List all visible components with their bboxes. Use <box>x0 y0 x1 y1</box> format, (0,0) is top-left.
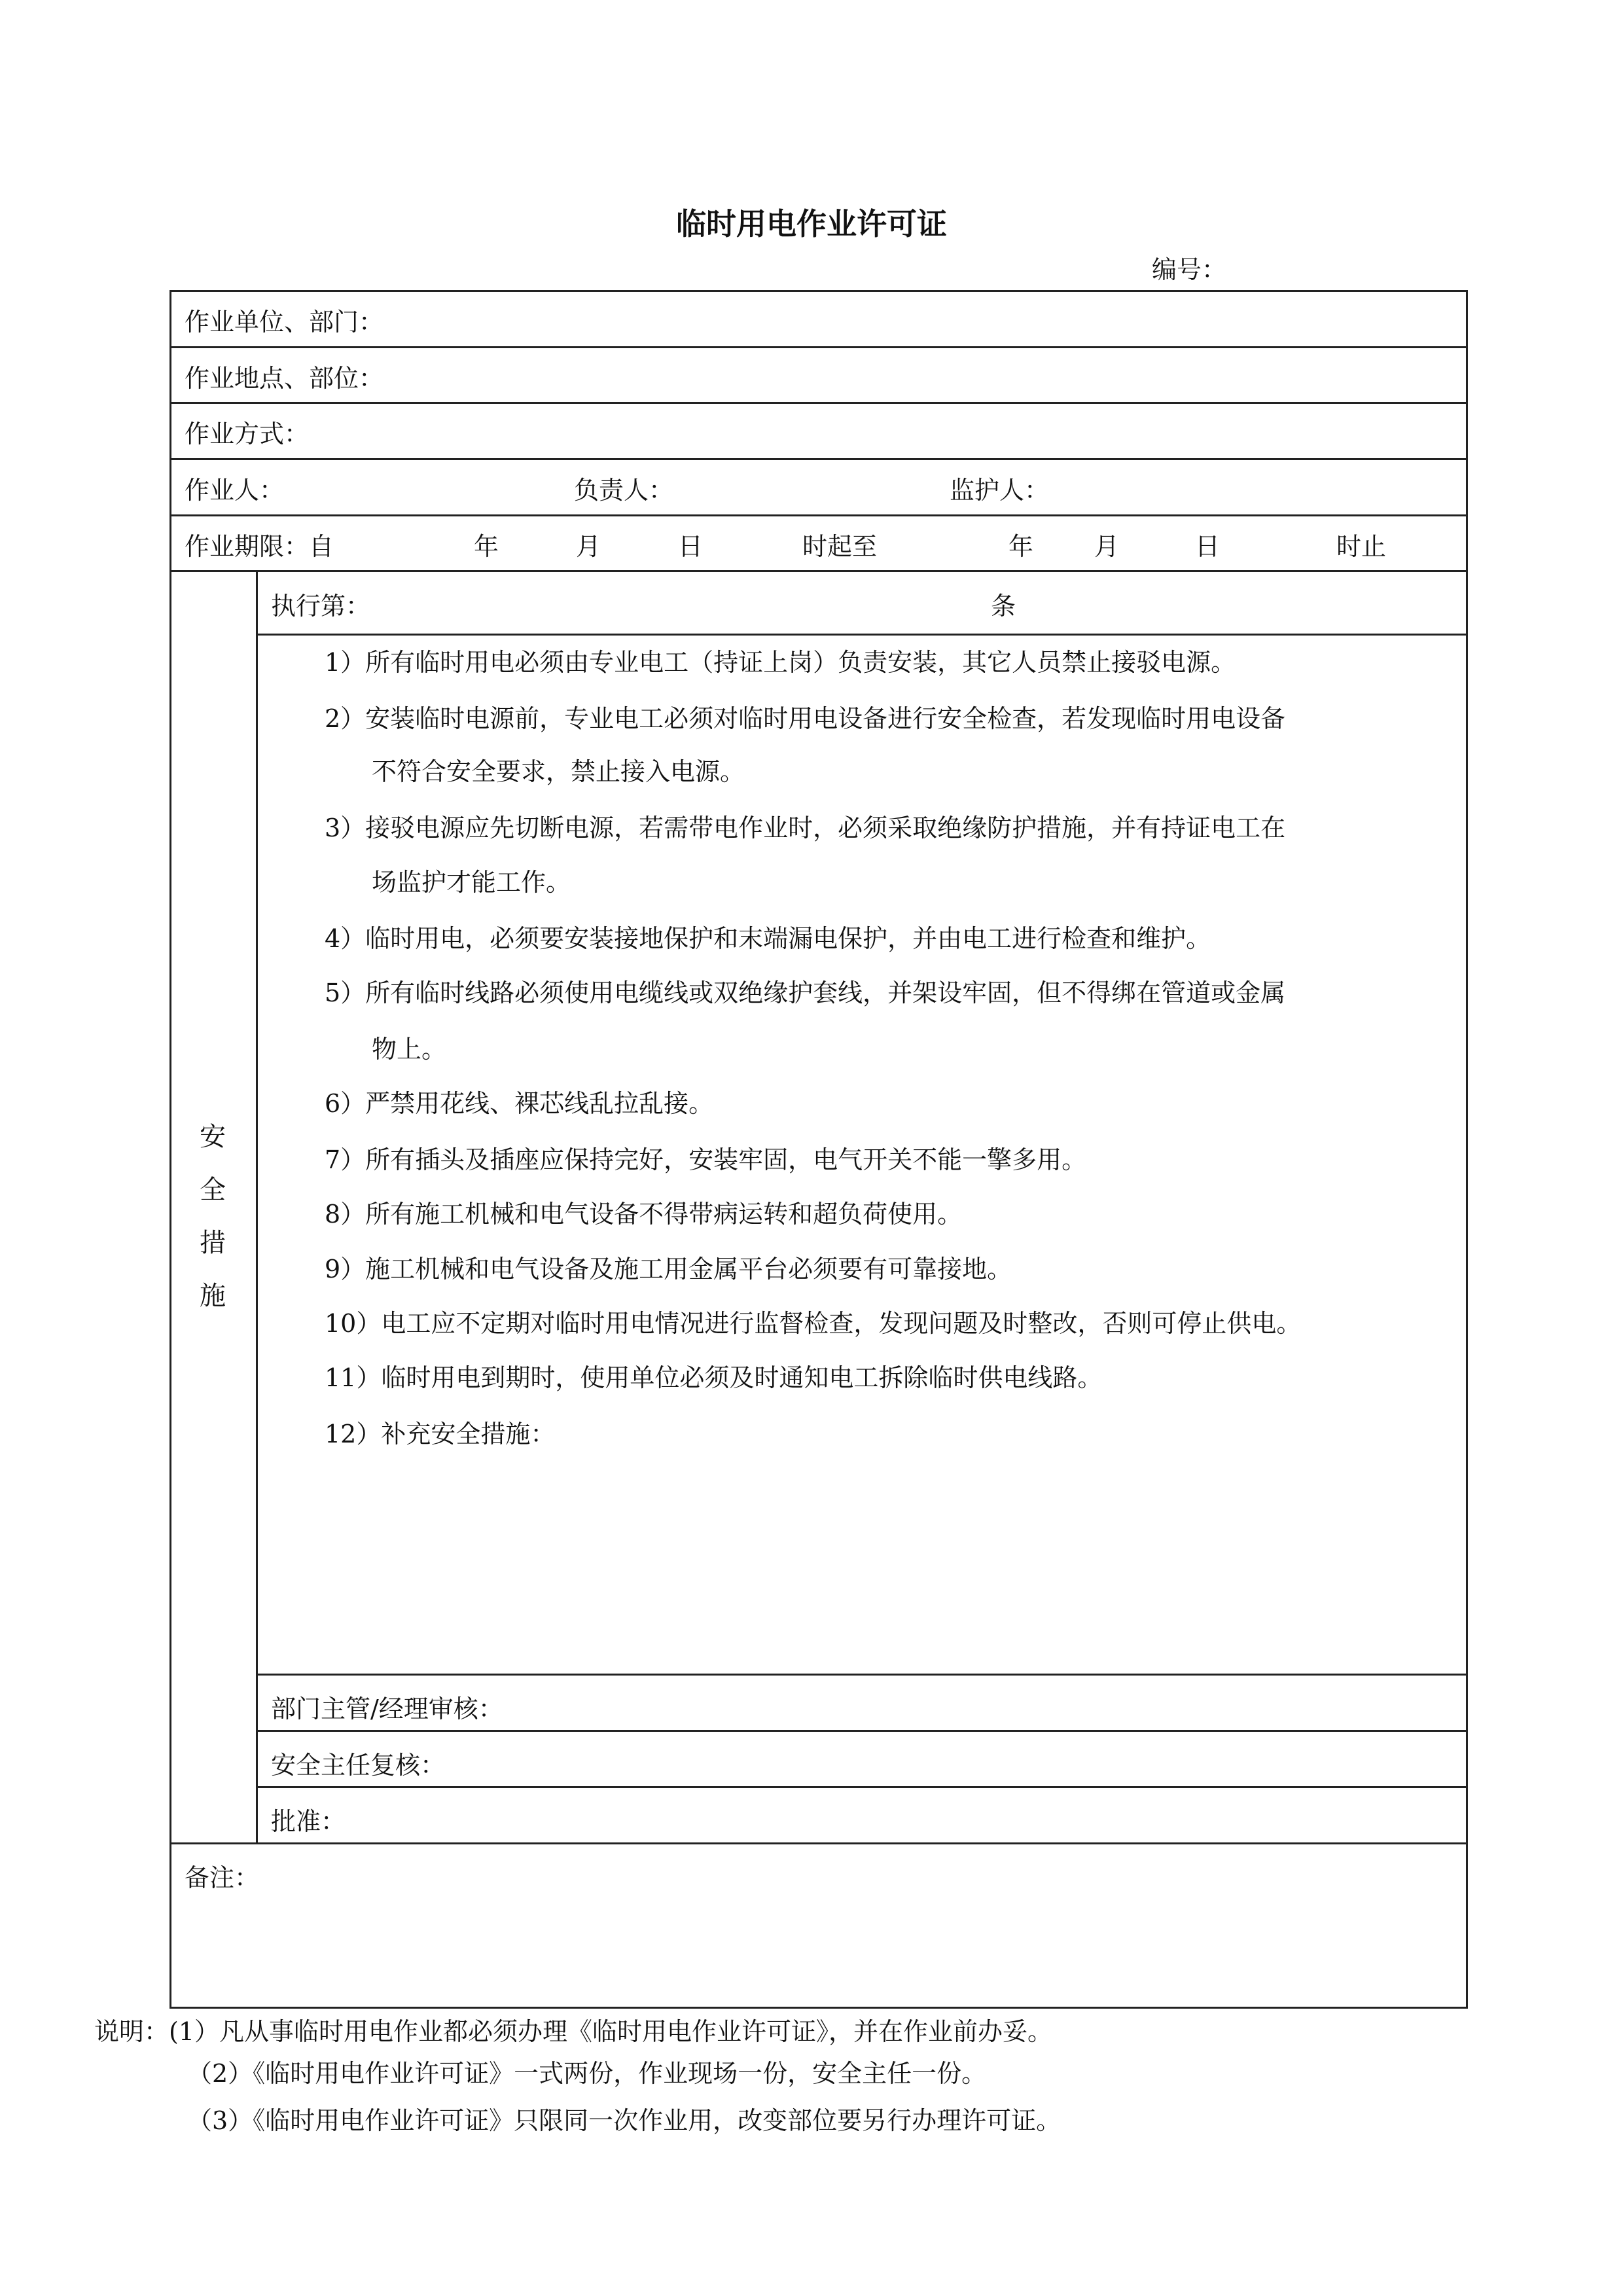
safety-side-label: 措 <box>200 1228 226 1258</box>
safety-item: 8）所有施工机械和电气设备不得带病运转和超负荷使用。 <box>325 1200 963 1229</box>
safety-item: 不符合安全要求，禁止接入电源。 <box>372 757 745 786</box>
dept-review-field[interactable]: 部门主管/经理审核： <box>271 1695 503 1723</box>
safety-item: 6）严禁用花线、裸芯线乱拉乱接。 <box>325 1089 714 1118</box>
execute-suffix: 条 <box>991 592 1016 620</box>
row-divider <box>257 1674 1468 1676</box>
month-start: 月 <box>576 532 601 561</box>
row-divider <box>169 514 1468 516</box>
table-border-bottom <box>169 2007 1468 2009</box>
until-label: 时止 <box>1336 532 1387 561</box>
table-border-right <box>1466 290 1468 2009</box>
row-divider <box>257 634 1468 636</box>
row-divider <box>169 570 1468 572</box>
day-end: 日 <box>1195 532 1221 561</box>
safety-side-label: 全 <box>200 1175 226 1205</box>
row-divider <box>257 1730 1468 1732</box>
day-start: 日 <box>678 532 704 561</box>
safety-item: 4）临时用电，必须要安装接地保护和末端漏电保护，并由电工进行检查和维护。 <box>325 924 1211 953</box>
safety-item: 7）所有插头及插座应保持完好，安装牢固，电气开关不能一擎多用。 <box>325 1145 1087 1174</box>
serial-number-label: 编号： <box>1152 255 1227 284</box>
remarks-field[interactable]: 备注： <box>185 1863 260 1892</box>
safety-item: 1）所有临时用电必须由专业电工（持证上岗）负责安装，其它人员禁止接驳电源。 <box>325 648 1236 677</box>
safety-side-label: 安 <box>200 1122 226 1152</box>
worker-field[interactable]: 作业人： <box>185 476 285 505</box>
work-unit-field[interactable]: 作业单位、部门： <box>185 308 384 336</box>
note-line: （2）《临时用电作业许可证》一式两份，作业现场一份，安全主任一份。 <box>187 2059 987 2088</box>
guardian-field[interactable]: 监护人： <box>950 476 1050 505</box>
execute-label[interactable]: 执行第： <box>271 592 371 620</box>
row-divider <box>169 1842 1468 1844</box>
responsible-person-field[interactable]: 负责人： <box>574 476 674 505</box>
note-line: （3）《临时用电作业许可证》只限同一次作业用，改变部位要另行办理许可证。 <box>187 2106 1061 2135</box>
period-label: 作业期限：自 <box>185 532 334 561</box>
safety-item[interactable]: 12）补充安全措施： <box>325 1420 556 1448</box>
safety-item: 5）所有临时线路必须使用电缆线或双绝缘护套线，并架设牢固，但不得绑在管道或金属 <box>325 978 1286 1007</box>
safety-review-field[interactable]: 安全主任复核： <box>271 1751 446 1780</box>
row-divider <box>257 1786 1468 1788</box>
table-border-left <box>169 290 171 2009</box>
safety-item: 3）接驳电源应先切断电源，若需带电作业时，必须采取绝缘防护措施，并有持证电工在 <box>325 814 1286 842</box>
safety-item: 10）电工应不定期对临时用电情况进行监督检查，发现问题及时整改，否则可停止供电。 <box>325 1309 1302 1338</box>
work-location-field[interactable]: 作业地点、部位： <box>185 364 384 393</box>
row-divider <box>169 346 1468 348</box>
safety-item: 物上。 <box>372 1035 447 1064</box>
approve-field[interactable]: 批准： <box>271 1807 346 1836</box>
safety-side-label: 施 <box>200 1281 226 1311</box>
from-to-label: 时起至 <box>802 532 878 561</box>
safety-item: 11）临时用电到期时，使用单位必须及时通知电工拆除临时供电线路。 <box>325 1363 1103 1392</box>
page-title: 临时用电作业许可证 <box>676 206 947 242</box>
safety-item: 2）安装临时电源前，专业电工必须对临时用电设备进行安全检查，若发现临时用电设备 <box>325 704 1286 733</box>
safety-item: 场监护才能工作。 <box>372 868 571 897</box>
column-divider <box>256 570 258 1844</box>
work-method-field[interactable]: 作业方式： <box>185 420 310 448</box>
year-end: 年 <box>1008 532 1034 561</box>
row-divider <box>169 458 1468 460</box>
note-line: 说明：(1）凡从事临时用电作业都必须办理《临时用电作业许可证》，并在作业前办妥。 <box>94 2017 1053 2046</box>
year-start: 年 <box>474 532 499 561</box>
safety-item: 9）施工机械和电气设备及施工用金属平台必须要有可靠接地。 <box>325 1255 1012 1283</box>
row-divider <box>169 402 1468 404</box>
table-border-top <box>169 290 1468 292</box>
month-end: 月 <box>1094 532 1120 561</box>
